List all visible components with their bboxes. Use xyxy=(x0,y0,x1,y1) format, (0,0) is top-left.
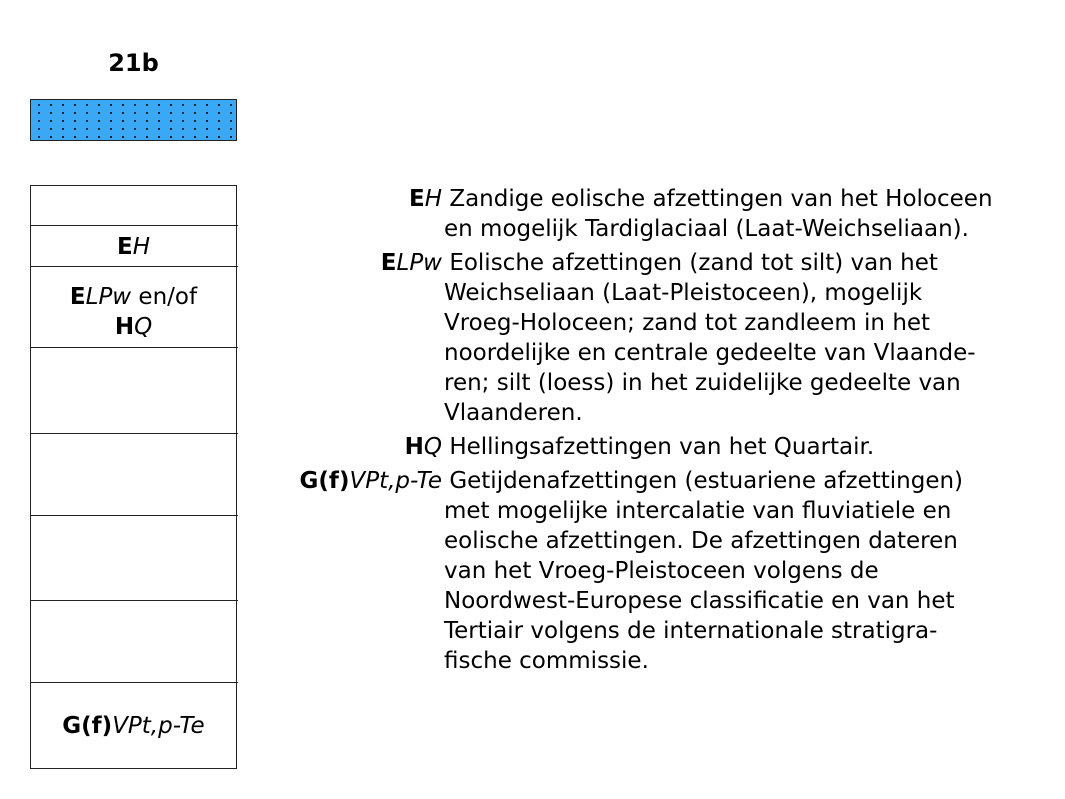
layer-divider xyxy=(30,600,238,601)
legend-code xyxy=(250,184,442,214)
legend-code-bold: E xyxy=(408,186,425,212)
legend-text-line: eolische afzettingen. De afzettingen dateren xyxy=(444,528,958,554)
layer-divider xyxy=(30,347,238,348)
legend-code-bold: G(f) xyxy=(299,468,350,494)
layer-label-hq xyxy=(30,312,237,342)
layer-label-elpw xyxy=(30,282,237,312)
legend-text-line: Zandige eolische afzettingen van het Holoceen xyxy=(449,186,993,212)
legend-text-line: Eolische afzettingen (zand tot silt) van het xyxy=(449,250,938,276)
legend-text-line: Noordwest-Europese classificatie en van het xyxy=(444,588,955,614)
legend-entry-eh xyxy=(250,184,1050,244)
layer-code-italic: H xyxy=(132,234,150,260)
legend-text-line: ren; silt (loess) in het zuidelijke gedeelte van xyxy=(444,370,961,396)
layer-code-connector: en/of xyxy=(131,284,198,310)
layer-divider xyxy=(30,225,238,226)
layer-label-eh xyxy=(30,232,237,262)
layer-divider xyxy=(30,433,238,434)
legend-text-line: en mogelijk Tardiglaciaal (Laat-Weichseliaan). xyxy=(444,216,969,242)
water-layer-symbol xyxy=(30,99,237,141)
legend-code xyxy=(250,466,442,496)
layer-label-gfvpt xyxy=(30,711,237,741)
legend-text-line: Hellingsafzettingen van het Quartair. xyxy=(449,434,875,460)
legend-code-italic: Q xyxy=(423,434,442,460)
legend-text-line: van het Vroeg-Pleistoceen volgens de xyxy=(444,558,879,584)
legend-text-line: Vlaanderen. xyxy=(444,400,583,426)
layer-code-italic: LPw xyxy=(85,284,132,310)
legend-code-italic: H xyxy=(424,186,442,212)
legend-code-italic: LPw xyxy=(396,250,442,276)
legend-code-bold: E xyxy=(380,250,397,276)
layer-divider xyxy=(30,266,238,267)
layer-divider xyxy=(30,515,238,516)
legend xyxy=(250,184,1050,676)
legend-text-line: noordelijke en centrale gedeelte van Vlaande- xyxy=(444,340,976,366)
layer-code-italic: Q xyxy=(134,314,153,340)
layer-code-bold: G(f) xyxy=(62,713,113,739)
legend-entry-gfvpt xyxy=(250,466,1050,676)
legend-entry-elpw xyxy=(250,248,1050,428)
legend-entry-hq xyxy=(250,432,1050,462)
layer-divider xyxy=(30,682,238,683)
legend-text-line: Getijdenafzettingen (estuariene afzettingen) xyxy=(449,468,964,494)
profile-title: 21b xyxy=(108,49,159,77)
legend-text-line: Tertiair volgens de internationale stratigra- xyxy=(444,618,938,644)
legend-text-line: met mogelijke intercalatie van fluviatiele en xyxy=(444,498,952,524)
layer-code-bold: E xyxy=(69,284,86,310)
legend-text-line: Weichseliaan (Laat-Pleistoceen), mogelijk xyxy=(444,280,923,306)
legend-code xyxy=(250,432,442,462)
legend-text-line: fische commissie. xyxy=(444,648,649,674)
legend-text-line: Vroeg-Holoceen; zand tot zandleem in het xyxy=(444,310,931,336)
legend-code-bold: H xyxy=(404,434,424,460)
layer-code-italic: VPt,p-Te xyxy=(112,713,205,739)
legend-code-italic: VPt,p-Te xyxy=(349,468,442,494)
layer-code-bold: H xyxy=(114,314,135,340)
legend-code xyxy=(250,248,442,278)
layer-code-bold: E xyxy=(116,234,133,260)
